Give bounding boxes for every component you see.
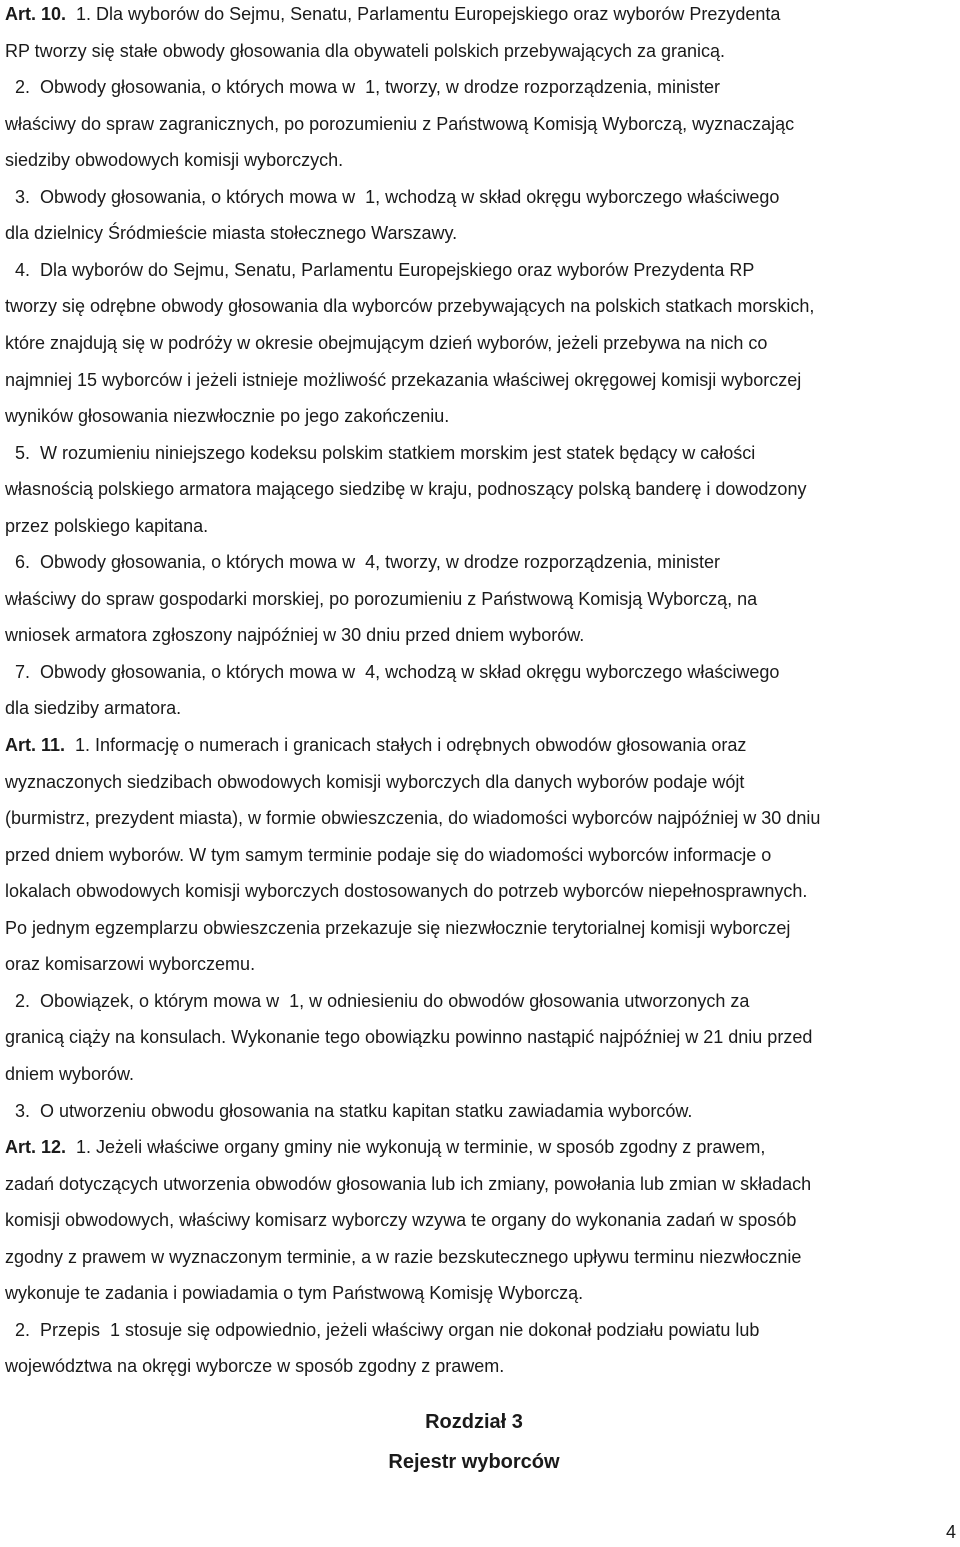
line-text: wyników głosowania niezwłocznie po jego zakończeniu. <box>5 406 450 427</box>
text-line <box>5 332 767 354</box>
line-text: przed dniem wyborów. W tym samym terminie podaje się do wiadomości wyborców informacje o <box>5 844 772 865</box>
text-line <box>5 697 181 719</box>
line-text: własnością polskiego armatora mającego siedzibę w kraju, podnoszący polską banderę i dowodzony <box>5 479 807 500</box>
line-text: komisji obwodowych, właściwy komisarz wyborczy wzywa te organy do wykonania zadań w sposób <box>5 1210 797 1231</box>
text-line <box>5 1246 801 1268</box>
line-text: tworzy się odrębne obwody głosowania dla wyborców przebywających na polskich statkach morskich, <box>5 296 815 317</box>
text-line <box>5 186 779 208</box>
text-line <box>5 1355 504 1377</box>
text-line <box>5 295 814 317</box>
line-text: wyznaczonych siedzibach obwodowych komisji wyborczych dla danych wyborów podaje wójt <box>5 771 745 792</box>
line-text: 1. Dla wyborów do Sejmu, Senatu, Parlamentu Europejskiego oraz wyborów Prezydenta <box>66 4 781 24</box>
line-text: 5. W rozumieniu niniejszego kodeksu polskim statkiem morskim jest statek będący w całości <box>5 442 756 463</box>
text-line <box>5 917 790 939</box>
line-text: RP tworzy się stałe obwody głosowania dla obywateli polskich przebywających za granicą. <box>5 40 726 61</box>
text-line <box>5 1282 583 1304</box>
text-line <box>5 734 746 756</box>
text-line <box>5 149 343 171</box>
line-text: 1. Jeżeli właściwe organy gminy nie wykonują w terminie, w sposób zgodny z prawem, <box>66 1137 766 1158</box>
line-text: 6. Obwody głosowania, o których mowa w 4, tworzy, w drodze rozporządzenia, minister <box>5 552 720 573</box>
text-line <box>5 3 780 25</box>
line-text: zgodny z prawem w wyznaczonym terminie, a w razie bezskutecznego upływu terminu niezwłocznie <box>5 1246 802 1267</box>
line-text: dla siedziby armatora. <box>5 698 182 719</box>
line-text: 3. Obwody głosowania, o których mowa w 1, wchodzą w skład okręgu wyborczego właściwego <box>5 186 780 207</box>
line-text: 3. O utworzeniu obwodu głosowania na statku kapitan statku zawiadamia wyborców. <box>5 1100 693 1121</box>
text-line <box>5 1136 765 1158</box>
article-number: Art. 11. <box>5 735 66 755</box>
line-text: województwa na okręgi wyborcze w sposób zgodny z prawem. <box>5 1356 505 1377</box>
line-text: zadań dotyczących utworzenia obwodów głosowania lub ich zmiany, powołania lub zmian w składach <box>5 1173 812 1194</box>
text-line <box>5 1319 759 1341</box>
text-line <box>5 588 757 610</box>
text-line <box>5 442 755 464</box>
line-text: 7. Obwody głosowania, o których mowa w 4, wchodzą w skład okręgu wyborczego właściwego <box>5 661 780 682</box>
text-line <box>5 1063 134 1085</box>
line-text: dniem wyborów. <box>5 1063 135 1084</box>
text-line <box>5 661 779 683</box>
text-line <box>5 76 720 98</box>
line-text: wniosek armatora zgłoszony najpóźniej w 30 dniu przed dniem wyborów. <box>5 625 585 646</box>
line-text: granicą ciąży na konsulach. Wykonanie tego obowiązku powinno nastąpić najpóźniej w 21 dniu przed <box>5 1027 813 1048</box>
text-line <box>5 990 749 1012</box>
line-text: 2. Przepis 1 stosuje się odpowiednio, jeżeli właściwy organ nie dokonał podziału powiatu lub <box>5 1319 760 1340</box>
text-line <box>5 844 771 866</box>
line-text: przez polskiego kapitana. <box>5 515 209 536</box>
text-line <box>5 1173 811 1195</box>
text-line <box>5 478 806 500</box>
text-line <box>5 771 744 793</box>
line-text: właściwy do spraw gospodarki morskiej, po porozumieniu z Państwową Komisją Wyborczą, na <box>5 588 758 609</box>
article-number: Art. 12. <box>5 1137 67 1158</box>
line-text: właściwy do spraw zagranicznych, po porozumieniu z Państwową Komisją Wyborczą, wyznaczając <box>5 113 795 134</box>
text-line <box>5 222 457 244</box>
text-line <box>5 624 584 646</box>
line-text: dla dzielnicy Śródmieście miasta stołecznego Warszawy. <box>5 223 458 244</box>
text-line <box>5 807 820 829</box>
text-line <box>5 405 449 427</box>
text-line <box>5 40 725 62</box>
line-text: oraz komisarzowi wyborczemu. <box>5 954 256 975</box>
text-line <box>5 880 807 902</box>
text-line <box>5 369 801 391</box>
text-line <box>5 953 255 975</box>
text-line <box>5 1026 812 1048</box>
line-text: (burmistrz, prezydent miasta), w formie obwieszczenia, do wiadomości wyborców najpóźniej w 30 dniu <box>5 808 821 829</box>
page-number: 4 <box>945 1522 956 1542</box>
line-text: wykonuje te zadania i powiadamia o tym Państwową Komisję Wyborczą. <box>5 1283 584 1304</box>
line-text: Po jednym egzemplarzu obwieszczenia przekazuje się niezwłocznie terytorialnej komisji wyborczej <box>5 917 791 938</box>
text-line <box>5 113 794 135</box>
chapter-number: Rozdział 3 <box>425 1411 523 1433</box>
text-line <box>5 1209 796 1231</box>
line-text: które znajdują się w podróży w okresie obejmującym dzień wyborów, jeżeli przebywa na nich co <box>5 332 768 353</box>
line-text: 2. Obowiązek, o którym mowa w 1, w odniesieniu do obwodów głosowania utworzonych za <box>5 990 750 1011</box>
chapter-title: Rejestr wyborców <box>388 1451 560 1473</box>
line-text: 4. Dla wyborów do Sejmu, Senatu, Parlamentu Europejskiego oraz wyborów Prezydenta RP <box>5 259 755 280</box>
line-text: siedziby obwodowych komisji wyborczych. <box>5 150 344 171</box>
text-line <box>5 259 754 281</box>
line-text: 2. Obwody głosowania, o których mowa w 1, tworzy, w drodze rozporządzenia, minister <box>5 77 720 98</box>
text-line <box>5 515 208 537</box>
line-text: 1. Informację o numerach i granicach stałych i odrębnych obwodów głosowania oraz <box>65 735 747 755</box>
text-line <box>5 1100 692 1122</box>
text-line <box>5 551 720 573</box>
line-text: najmniej 15 wyborców i jeżeli istnieje możliwość przekazania właściwej okręgowej komisji wyborczej <box>5 369 802 390</box>
article-number: Art. 10. <box>5 4 67 24</box>
line-text: lokalach obwodowych komisji wyborczych dostosowanych do potrzeb wyborców niepełnosprawnych. <box>5 881 808 902</box>
